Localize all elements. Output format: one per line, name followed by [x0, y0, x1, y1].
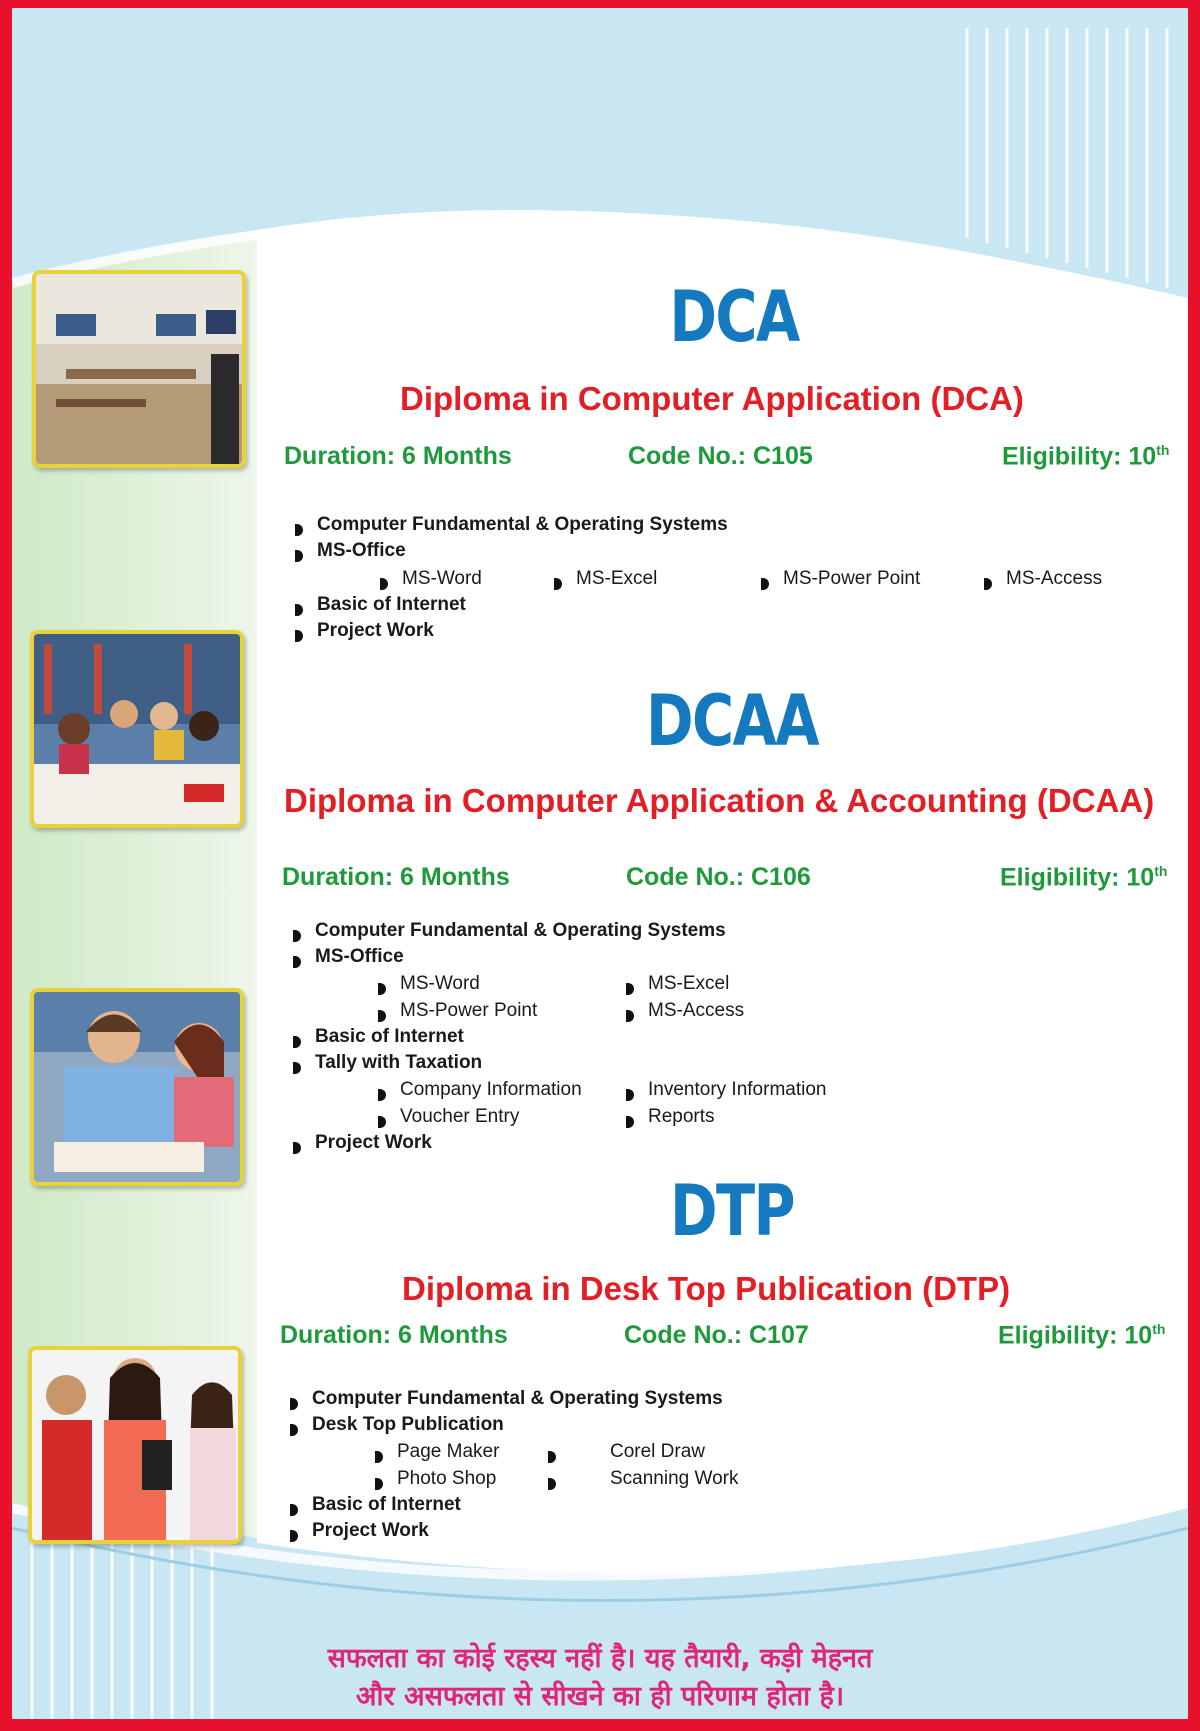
dca-title: Diploma in Computer Application (DCA) [400, 380, 1024, 417]
list-item: MS-Excel [626, 973, 729, 995]
dtp-duration: Duration: 6 Months [280, 1321, 508, 1349]
list-item: Corel Draw [548, 1441, 705, 1463]
list-item: Photo Shop [375, 1468, 496, 1490]
students-studying-photo [30, 988, 244, 1186]
brochure-page [12, 8, 1188, 1719]
classroom-photo [32, 270, 246, 468]
list-item: MS-Word [380, 568, 482, 590]
list-item: Voucher Entry [378, 1106, 519, 1128]
dtp-eligibility: Eligibility: 10th [998, 1321, 1166, 1350]
list-item: Tally with Taxation [293, 1052, 482, 1074]
list-item: MS-Word [378, 973, 480, 995]
list-item: Basic of Internet [295, 594, 466, 616]
list-item: Project Work [293, 1132, 432, 1154]
dcaa-duration: Duration: 6 Months [282, 863, 510, 891]
dtp-code: Code No.: C107 [624, 1321, 809, 1349]
dcaa-heading: DCAA [645, 680, 819, 762]
dca-eligibility: Eligibility: 10th [1002, 442, 1170, 471]
list-item: MS-Excel [554, 568, 657, 590]
list-item: Computer Fundamental & Operating Systems [293, 920, 726, 942]
hindi-quote-line2: और असफलता से सीखने का ही परिणाम होता है। [355, 1681, 845, 1712]
dca-code: Code No.: C105 [628, 442, 813, 470]
dcaa-title: Diploma in Computer Application & Accounting (DCAA) [284, 782, 1155, 819]
list-item: Computer Fundamental & Operating Systems [290, 1388, 723, 1410]
list-item: MS-Office [293, 946, 404, 968]
dcaa-eligibility: Eligibility: 10th [1000, 863, 1168, 892]
dtp-heading: DTP [670, 1170, 794, 1252]
students-library-photo [30, 630, 244, 828]
list-item: Inventory Information [626, 1079, 826, 1101]
hindi-quote-line1: सफलता का कोई रहस्य नहीं है। यह तैयारी, कड़ी मेहनत [327, 1643, 873, 1674]
dca-heading: DCA [669, 276, 799, 358]
list-item: MS-Access [984, 568, 1102, 590]
list-item: MS-Access [626, 1000, 744, 1022]
list-item: MS-Power Point [761, 568, 920, 590]
list-item: Project Work [295, 620, 434, 642]
dcaa-code: Code No.: C106 [626, 863, 811, 891]
list-item: Computer Fundamental & Operating Systems [295, 514, 728, 536]
students-group-photo [28, 1346, 242, 1544]
list-item: Reports [626, 1106, 715, 1128]
list-item: Company Information [378, 1079, 582, 1101]
list-item: MS-Office [295, 540, 406, 562]
list-item: MS-Power Point [378, 1000, 537, 1022]
list-item: Basic of Internet [293, 1026, 464, 1048]
dca-duration: Duration: 6 Months [284, 442, 512, 470]
list-item: Desk Top Publication [290, 1414, 504, 1436]
list-item: Scanning Work [548, 1468, 739, 1490]
list-item: Basic of Internet [290, 1494, 461, 1516]
list-item: Page Maker [375, 1441, 499, 1463]
dtp-title: Diploma in Desk Top Publication (DTP) [402, 1270, 1011, 1307]
list-item: Project Work [290, 1520, 429, 1542]
